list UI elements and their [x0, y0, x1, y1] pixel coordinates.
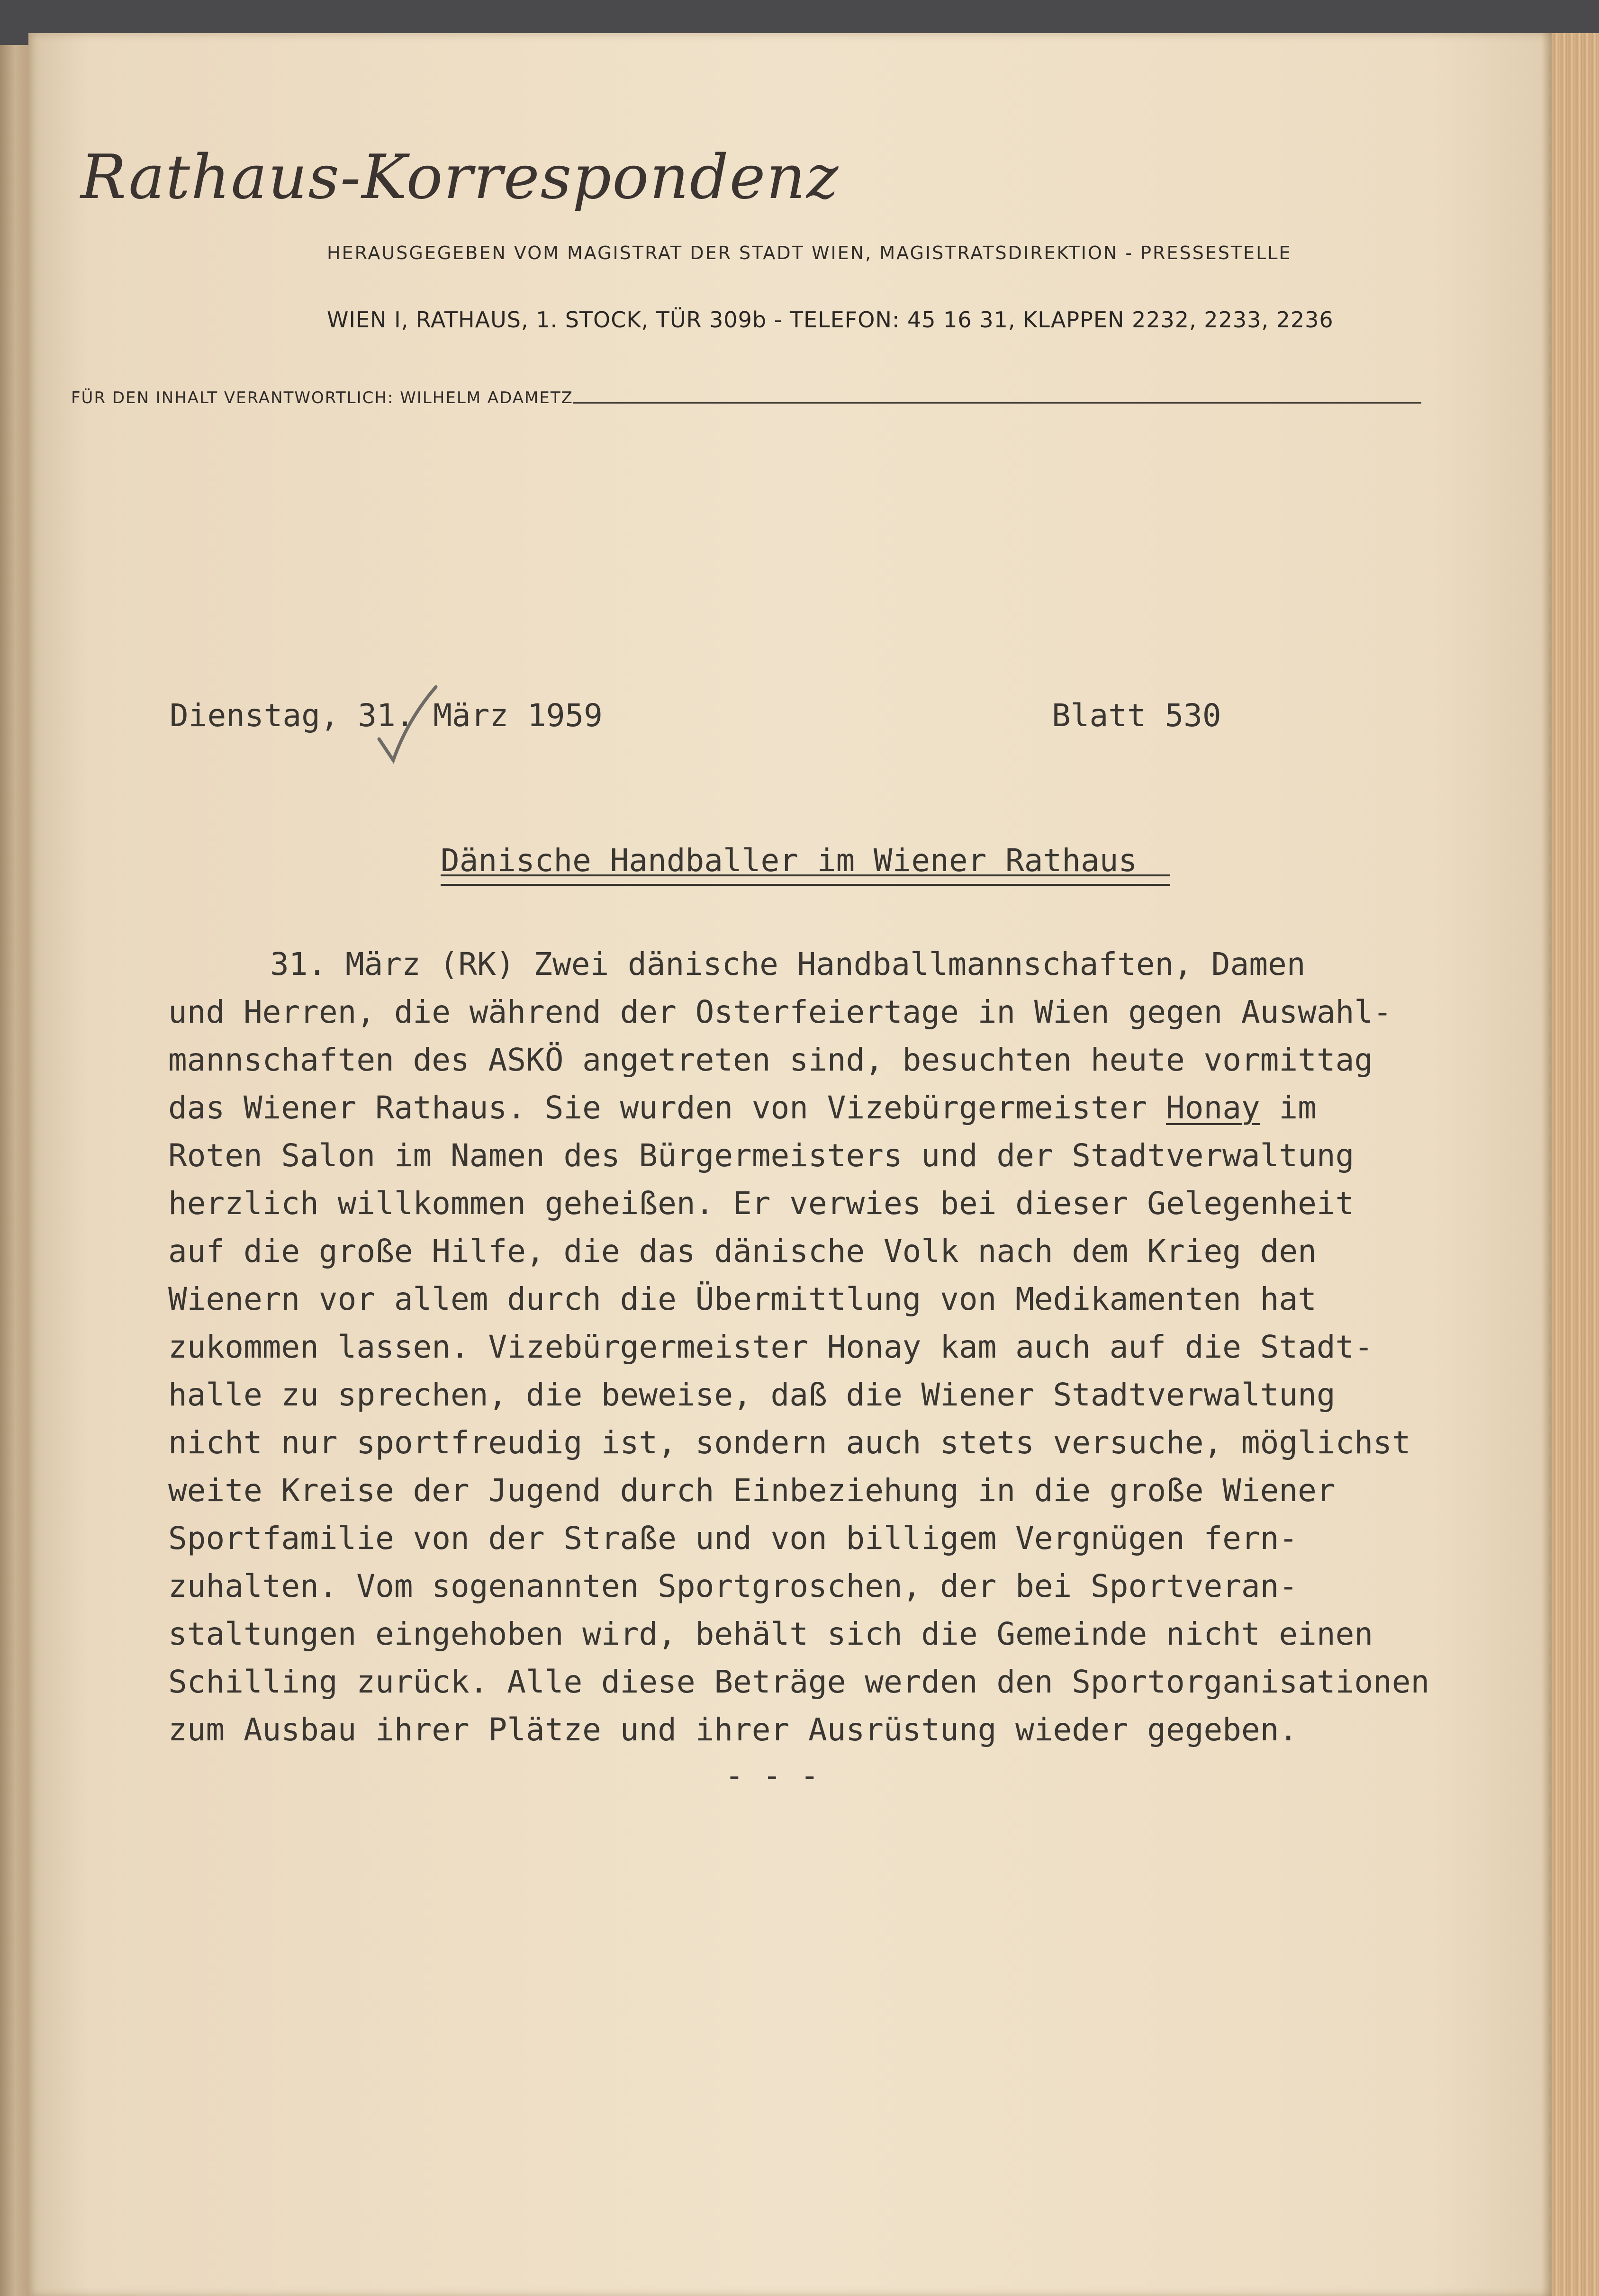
body-line: zukommen lassen. Vizebürgermeister Honay kam auch auf die Stadt-	[168, 1329, 1373, 1365]
body-line: staltungen eingehoben wird, behält sich die Gemeinde nicht einen	[168, 1616, 1373, 1652]
body-line: auf die große Hilfe, die das dänische Volk nach dem Krieg den	[168, 1233, 1317, 1270]
masthead-title: Rathaus-Korrespondenz	[81, 142, 840, 213]
body-line: weite Kreise der Jugend durch Einbeziehung in die große Wiener	[168, 1472, 1336, 1509]
article-headline: Dänische Handballer im Wiener Rathaus	[441, 842, 1138, 879]
body-line: mannschaften des ASKÖ angetreten sind, besuchten heute vormittag	[168, 1042, 1373, 1078]
body-line: Sportfamilie von der Straße und von billigem Vergnügen fern-	[168, 1520, 1298, 1557]
publisher-line: HERAUSGEGEBEN VOM MAGISTRAT DER STADT WIEN, MAGISTRATSDIREKTION - PRESSESTELLE	[327, 243, 1292, 263]
document-date: Dienstag, 31. März 1959	[170, 697, 603, 734]
body-line: herzlich willkommen geheißen. Er verwies bei dieser Gelegenheit	[168, 1185, 1355, 1222]
body-line: zum Ausbau ihrer Plätze und ihrer Ausrüstung wieder gegeben.	[168, 1711, 1298, 1748]
body-line: nicht nur sportfreudig ist, sondern auch stets versuche, möglichst	[168, 1424, 1411, 1461]
stacked-page-edges	[1552, 33, 1599, 2296]
body-line: Wienern vor allem durch die Übermittlung von Medikamenten hat	[168, 1281, 1317, 1317]
checkmark-icon	[374, 682, 441, 767]
underlined-name: Honay	[1165, 1089, 1260, 1126]
body-line: Roten Salon im Namen des Bürgermeisters und der Stadtverwaltung	[168, 1137, 1355, 1174]
body-line: halle zu sprechen, die beweise, daß die Wiener Stadtverwaltung	[168, 1377, 1336, 1413]
page-gutter-shadow	[1541, 33, 1552, 2296]
address-line: WIEN I, RATHAUS, 1. STOCK, TÜR 309b - TELEFON: 45 16 31, KLAPPEN 2232, 2233, 2236	[327, 307, 1334, 333]
body-line: und Herren, die während der Osterfeiertage in Wien gegen Auswahl-	[168, 994, 1392, 1030]
sheet-number: Blatt 530	[1052, 697, 1221, 734]
body-line-with-name	[168, 1084, 1500, 1132]
responsible-row	[71, 379, 1421, 407]
headline-double-underline	[441, 874, 1170, 886]
responsible-editor: FÜR DEN INHALT VERANTWORTLICH: WILHELM ADAMETZ	[71, 388, 573, 407]
end-mark: - - -	[725, 1757, 819, 1794]
header-divider	[573, 402, 1421, 404]
body-line-lead: das Wiener Rathaus. Sie wurden von Vizebürgermeister	[168, 1089, 1166, 1126]
body-line: Schilling zurück. Alle diese Beträge werden den Sportorganisationen	[168, 1664, 1430, 1700]
body-line-tail: im	[1260, 1089, 1317, 1126]
body-line: 31. März (RK) Zwei dänische Handballmannschaften, Damen	[270, 946, 1306, 982]
body-line: zuhalten. Vom sogenannten Sportgroschen, der bei Sportveran-	[168, 1568, 1298, 1604]
article-body	[168, 940, 1500, 1754]
